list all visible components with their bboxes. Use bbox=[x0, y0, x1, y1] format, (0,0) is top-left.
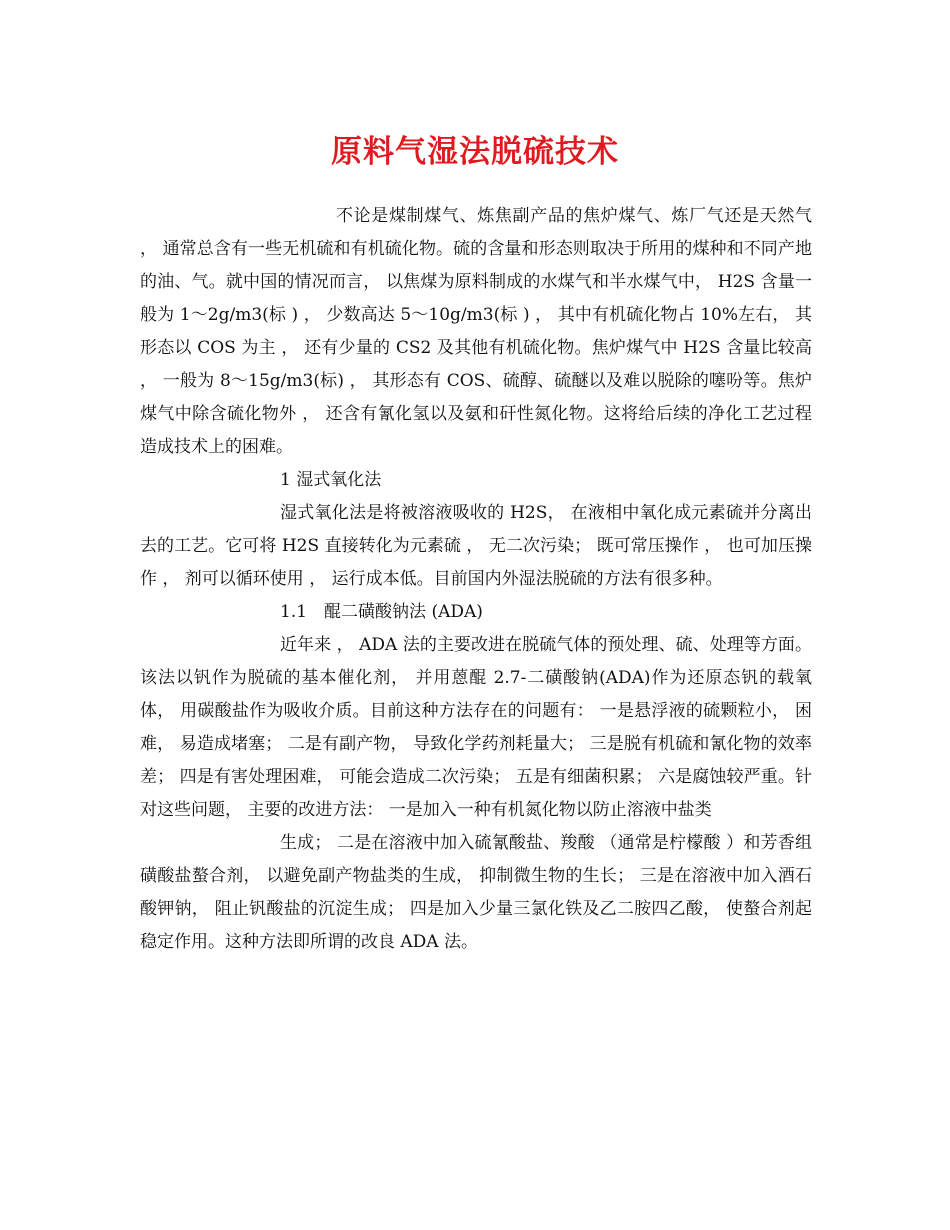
document-body bbox=[140, 200, 812, 959]
paragraph-ada-improvements: 近年来 ， ADA 法的主要改进在脱硫气体的预处理、硫、处理等方面。该法以钒作为脱硫的基本催化剂， 并用蒽醌 2.7-二磺酸钠(ADA)作为还原态钒的载氧体， 用碳酸盐作为吸收介质。目前这种方法存在的问题有： 一是悬浮液的硫颗粒小， 困难， 易造成堵塞； 二是有副产物， 导致化学药剂耗量大； 三是脱有机硫和氰化物的效率差； 四是有害处理困难， 可能会造成二次污染； 五是有细菌积累； 六是腐蚀较严重。针对这些问题， 主要的改进方法： 一是加入一种有机氮化物以防止溶液中盐类 bbox=[140, 635, 812, 820]
paragraph-wet-oxidation: 湿式氧化法是将被溶液吸收的 H2S， 在液相中氧化成元素硫并分离出去的工艺。它可将 H2S 直接转化为元素硫 ， 无二次污染； 既可常压操作 ， 也可加压操作 ， 剂可以循环使用 ， 运行成本低。目前国内外湿法脱硫的方法有很多种。 bbox=[140, 503, 812, 589]
document-title: 原料气湿法脱硫技术 bbox=[331, 134, 619, 170]
paragraph-modified-ada: 生成； 二是在溶液中加入硫氰酸盐、羧酸 （通常是柠檬酸 ）和芳香组磺酸盐螯合剂， 以避免副产物盐类的生成， 抑制微生物的生长； 三是在溶液中加入酒石酸钾钠， 阻止钒酸盐的沉淀生成； 四是加入少量三氯化铁及乙二胺四乙酸， 使螯合剂起稳定作用。这种方法即所谓的改良 ADA 法。 bbox=[140, 833, 812, 952]
section-heading-1: 1 湿式氧化法 bbox=[280, 470, 382, 490]
section-heading-1-1: 1.1 醌二磺酸钠法 (ADA) bbox=[280, 602, 483, 622]
paragraph-intro: 不论是煤制煤气、炼焦副产品的焦炉煤气、炼厂气还是天然气 ， 通常总含有一些无机硫和有机硫化物。硫的含量和形态则取决于所用的煤种和不同产地的油、气。就中国的情况而言， 以焦煤为原料制成的水煤气和半水煤气中， H2S 含量一般为 1～2g/m3(标 ) ， 少数高达 5～10g/m3(标 ) ， 其中有机硫化物占 10%左右， 其形态以 COS 为主 ， 还有少量的 CS2 及其他有机硫化物。焦炉煤气中 H2S 含量比较高 ， 一般为 8～15g/m3(标) ， 其形态有 COS、硫醇、硫醚以及难以脱除的噻吩等。焦炉煤气中除含硫化物外 ， 还含有氰化氢以及氨和矸性氮化物。这将给后续的净化工艺过程造成技术上的困难。 bbox=[140, 206, 812, 457]
